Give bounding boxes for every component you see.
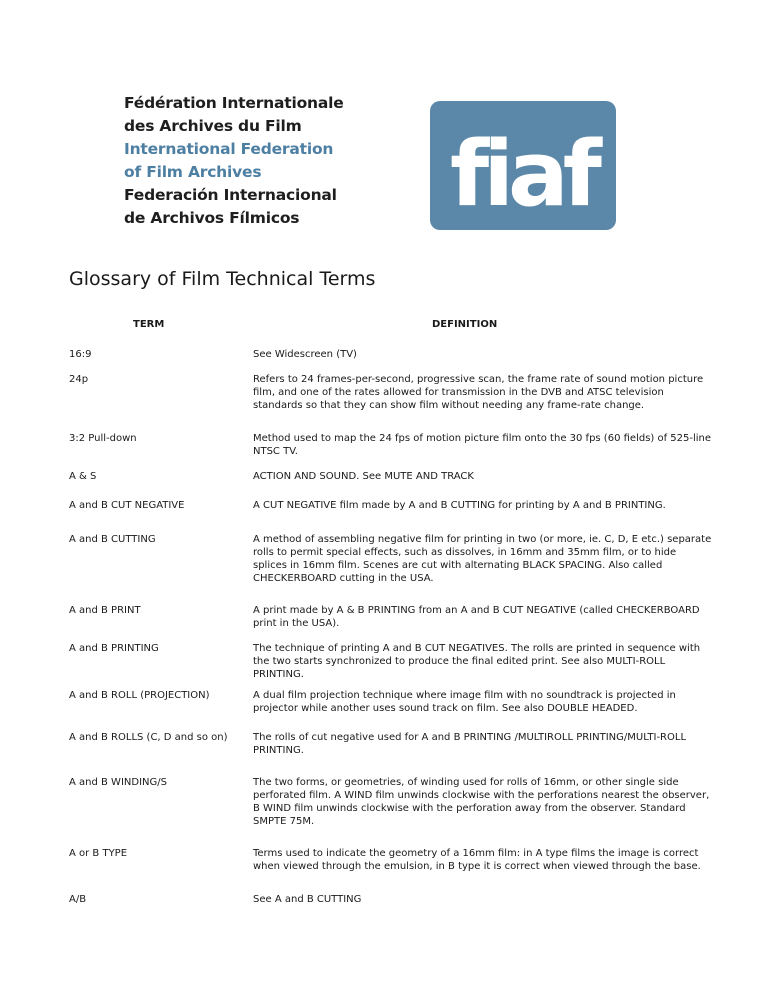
- org-name-french-2: des Archives du Film: [124, 117, 302, 135]
- document-header: [0, 0, 768, 240]
- definition-cell: A print made by A & B PRINTING from an A and B CUT NEGATIVE (called CHECKERBOARD print in the USA).: [253, 605, 700, 629]
- term-cell: A and B PRINTING: [69, 643, 159, 654]
- definition-cell: The rolls of cut negative used for A and B PRINTING /MULTIROLL PRINTING/MULTI-ROLL PRINTING.: [253, 732, 687, 756]
- document-title: Glossary of Film Technical Terms: [69, 268, 376, 290]
- term-cell: A & S: [69, 471, 97, 482]
- term-cell: A and B PRINT: [69, 605, 141, 616]
- term-cell: A and B ROLLS (C, D and so on): [69, 732, 228, 743]
- definition-cell: A CUT NEGATIVE film made by A and B CUTTING for printing by A and B PRINTING.: [253, 500, 666, 511]
- column-header-term: TERM: [133, 319, 165, 330]
- fiaf-logo: [430, 101, 616, 230]
- definition-cell: See A and B CUTTING: [253, 894, 362, 905]
- fiaf-logo-text: fiaf: [450, 122, 596, 227]
- glossary-table-header: [0, 319, 768, 339]
- org-name-english-2: of Film Archives: [124, 163, 262, 181]
- definition-cell: ACTION AND SOUND. See MUTE AND TRACK: [253, 471, 474, 482]
- term-cell: A or B TYPE: [69, 848, 128, 859]
- org-name-spanish-2: de Archivos Fílmicos: [124, 209, 300, 227]
- definition-cell: The two forms, or geometries, of winding used for rolls of 16mm, or other single side perforated film. A WIND film unwinds clockwise with the perforations nearest the observer, B WIND film unwinds clockwise with the perforation away from the observer. Standard SMPTE 75M.: [253, 777, 710, 827]
- organization-names: [124, 92, 344, 230]
- term-cell: 3:2 Pull-down: [69, 433, 137, 444]
- definition-cell: Terms used to indicate the geometry of a 16mm film: in A type films the image is correct when viewed through the emulsion, in B type it is correct when viewed through the base.: [253, 848, 701, 872]
- definition-cell: A dual film projection technique where image film with no soundtrack is projected in projector while another uses sound track on film. See also DOUBLE HEADED.: [253, 690, 676, 714]
- org-name-spanish-1: Federación Internacional: [124, 186, 337, 204]
- term-cell: 16:9: [69, 349, 92, 360]
- org-name-english-1: International Federation: [124, 140, 334, 158]
- definition-cell: Refers to 24 frames-per-second, progressive scan, the frame rate of sound motion picture film, and one of the rates allowed for transmission in the DVB and ATSC television standards so that they can show film without needing any frame-rate change.: [253, 374, 704, 411]
- definition-cell: A method of assembling negative film for printing in two (or more, ie. C, D, E etc.) separate rolls to permit special effects, such as dissolves, in 16mm and 35mm film, or to hide splices in 16mm film. Scenes are cut with alternating BLACK SPACING. Also called CHECKERBOARD cutting in the USA.: [253, 534, 712, 584]
- term-cell: A and B CUT NEGATIVE: [69, 500, 185, 511]
- term-cell: A and B WINDING/S: [69, 777, 167, 788]
- definition-cell: Method used to map the 24 fps of motion picture film onto the 30 fps (60 fields) of 525-line NTSC TV.: [253, 433, 712, 457]
- org-name-french-1: Fédération Internationale: [124, 94, 344, 112]
- definition-cell: See Widescreen (TV): [253, 349, 357, 360]
- definition-cell: The technique of printing A and B CUT NEGATIVES. The rolls are printed in sequence with the two starts synchronized to produce the final edited print. See also MULTI-ROLL PRINTING.: [253, 643, 701, 680]
- term-cell: A and B CUTTING: [69, 534, 156, 545]
- term-cell: A and B ROLL (PROJECTION): [69, 690, 210, 701]
- term-cell: 24p: [69, 374, 89, 385]
- column-header-definition: DEFINITION: [432, 319, 498, 330]
- term-cell: A/B: [69, 894, 87, 905]
